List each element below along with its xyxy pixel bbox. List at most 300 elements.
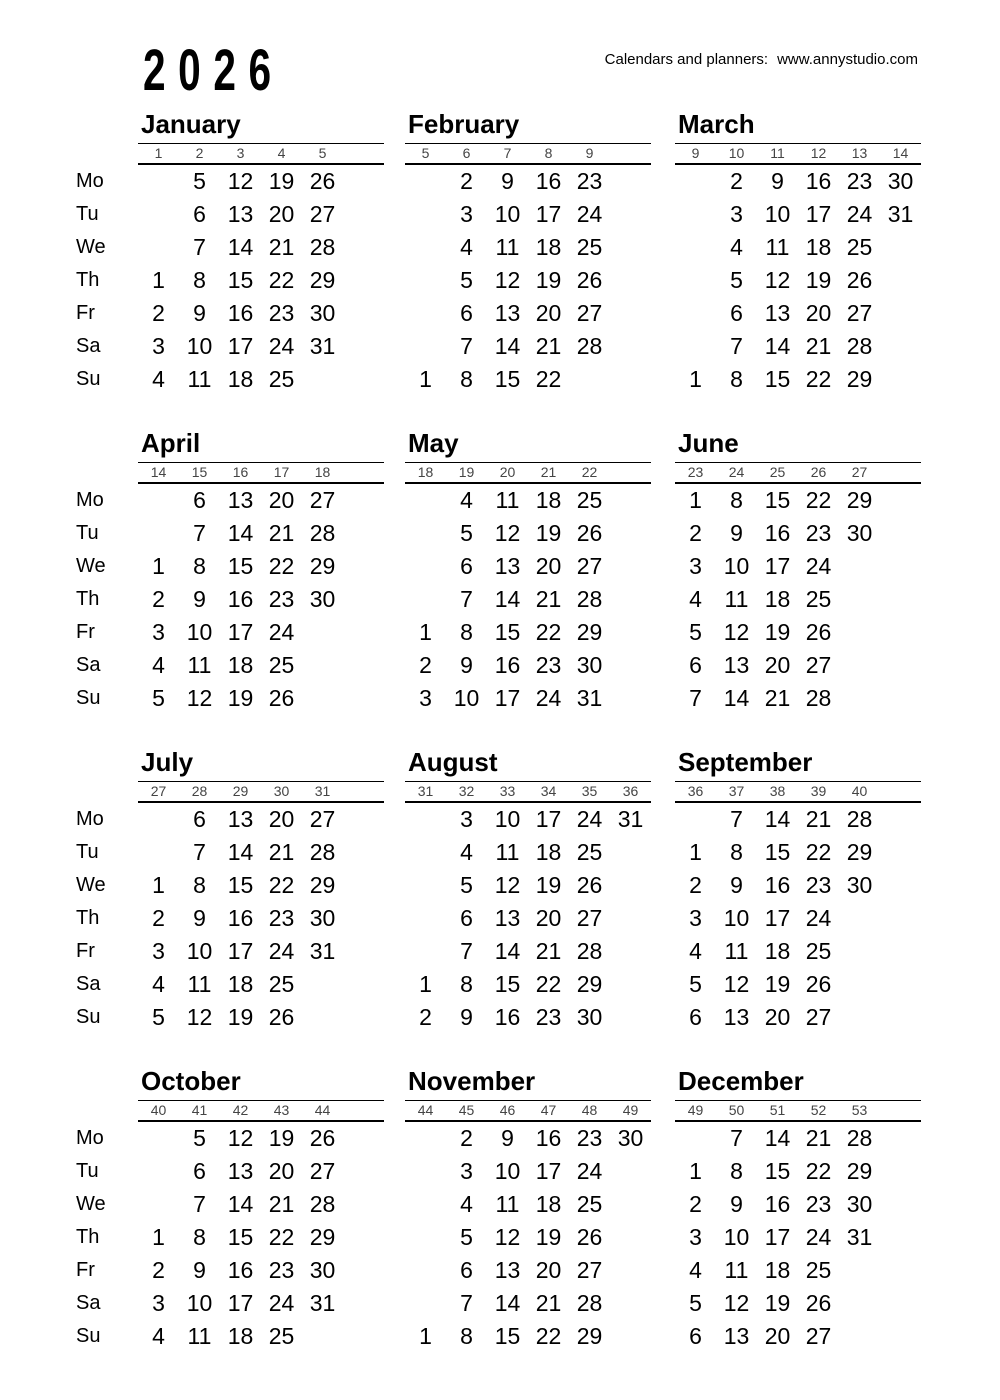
date-cell: 15: [494, 1323, 521, 1349]
date-cell: 5: [152, 1004, 165, 1030]
date-cell: 12: [764, 267, 791, 293]
date-cell: 8: [193, 872, 206, 898]
weekday-label: Sa: [76, 973, 101, 995]
date-cell: 24: [805, 1224, 832, 1250]
date-cell: [675, 1122, 716, 1155]
date-cell: 23: [535, 1004, 562, 1030]
date-cell: [343, 264, 384, 297]
date-cell: 3: [419, 685, 432, 711]
week-number: [343, 463, 384, 482]
weekday-label: Mo: [76, 489, 104, 511]
date-cell: 6: [193, 806, 206, 832]
date-cell: 16: [227, 905, 254, 931]
date-cell: 27: [309, 201, 336, 227]
date-cell: 19: [535, 1224, 562, 1250]
date-cell: 22: [805, 839, 832, 865]
month-july: [138, 748, 384, 1034]
date-cell: [610, 198, 651, 231]
date-cell: [839, 1320, 880, 1353]
date-cell: 1: [419, 971, 432, 997]
date-cell: 11: [724, 1257, 749, 1283]
date-cell: 15: [764, 839, 791, 865]
week-numbers-row: [405, 1100, 651, 1122]
date-cell: 1: [689, 487, 702, 513]
month-title: December: [678, 1066, 804, 1096]
date-cell: 15: [494, 971, 521, 997]
week-number: 31: [417, 783, 434, 799]
date-cell: 31: [309, 333, 336, 359]
date-cell: 20: [268, 1158, 295, 1184]
date-cell: 13: [494, 553, 521, 579]
date-cell: [610, 1287, 651, 1320]
date-cell: 20: [268, 487, 295, 513]
date-cell: 10: [723, 1224, 750, 1250]
date-cell: 16: [764, 1191, 791, 1217]
credit: [605, 51, 918, 68]
date-cell: 5: [193, 168, 206, 194]
date-cell: 4: [689, 1257, 702, 1283]
date-cell: 12: [494, 1224, 521, 1250]
date-cell: [138, 231, 179, 264]
date-cell: [880, 935, 921, 968]
week-numbers-row: [138, 781, 384, 803]
date-cell: 14: [764, 1125, 791, 1151]
date-cell: [675, 231, 716, 264]
date-cell: 18: [764, 586, 791, 612]
date-cell: 27: [309, 806, 336, 832]
date-cell: 10: [186, 938, 213, 964]
credit-label: Calendars and planners:: [604, 51, 769, 68]
date-cell: 8: [730, 839, 743, 865]
date-cell: 30: [846, 872, 873, 898]
date-cell: 18: [535, 487, 562, 513]
week-number: 43: [273, 1102, 290, 1118]
month-august: [405, 748, 651, 1034]
date-cell: [138, 484, 179, 517]
date-cell: [839, 1254, 880, 1287]
date-cell: [302, 649, 343, 682]
date-cell: [610, 836, 651, 869]
weekday-label: Fr: [76, 302, 95, 324]
date-cell: [138, 1155, 179, 1188]
weekday-label: Su: [76, 368, 101, 390]
date-cell: 9: [730, 1191, 743, 1217]
week-number: 26: [810, 464, 827, 480]
week-number: 2: [195, 145, 204, 161]
date-cell: 2: [460, 1125, 473, 1151]
date-cell: 4: [460, 839, 473, 865]
date-cell: 2: [460, 168, 473, 194]
dates-grid: [675, 484, 921, 715]
date-cell: 6: [460, 553, 473, 579]
date-cell: [405, 869, 446, 902]
date-cell: 23: [268, 905, 295, 931]
date-cell: 28: [846, 806, 873, 832]
dates-grid: [138, 1122, 384, 1353]
date-cell: 16: [227, 586, 254, 612]
date-cell: [343, 231, 384, 264]
date-cell: [405, 803, 446, 836]
date-cell: 7: [193, 839, 206, 865]
date-cell: 20: [535, 553, 562, 579]
month-title: October: [141, 1066, 241, 1096]
date-cell: 22: [805, 1158, 832, 1184]
date-cell: 4: [152, 366, 165, 392]
date-cell: 15: [764, 366, 791, 392]
date-cell: 1: [689, 366, 702, 392]
date-cell: [343, 517, 384, 550]
date-cell: 21: [268, 234, 295, 260]
date-cell: 28: [576, 333, 603, 359]
week-number: 16: [232, 464, 249, 480]
date-cell: [343, 803, 384, 836]
date-cell: 27: [576, 300, 603, 326]
month-title: August: [408, 747, 498, 777]
date-cell: [610, 517, 651, 550]
date-cell: [880, 968, 921, 1001]
date-cell: 31: [887, 201, 914, 227]
date-cell: [880, 1001, 921, 1034]
date-cell: 25: [846, 234, 873, 260]
date-cell: 6: [193, 1158, 206, 1184]
date-cell: 1: [689, 839, 702, 865]
weekday-label: Th: [76, 269, 100, 291]
date-cell: [675, 198, 716, 231]
date-cell: 26: [309, 168, 336, 194]
date-cell: [405, 165, 446, 198]
date-cell: [405, 198, 446, 231]
date-cell: [405, 902, 446, 935]
week-number: 15: [191, 464, 208, 480]
date-cell: 29: [309, 553, 336, 579]
week-number: 39: [810, 783, 827, 799]
date-cell: 5: [193, 1125, 206, 1151]
date-cell: [610, 264, 651, 297]
date-cell: 2: [419, 1004, 432, 1030]
date-cell: 28: [805, 685, 832, 711]
week-number: 37: [728, 783, 745, 799]
week-number: 4: [277, 145, 286, 161]
date-cell: 11: [187, 971, 212, 997]
year-title: 2026: [143, 38, 284, 103]
date-cell: [880, 869, 921, 902]
date-cell: 21: [805, 333, 832, 359]
date-cell: [405, 1122, 446, 1155]
date-cell: 13: [227, 201, 254, 227]
date-cell: 2: [730, 168, 743, 194]
date-cell: 23: [268, 1257, 295, 1283]
date-cell: 12: [186, 1004, 213, 1030]
date-cell: 4: [152, 971, 165, 997]
date-cell: 25: [576, 234, 603, 260]
date-cell: 13: [494, 300, 521, 326]
date-cell: 18: [227, 1323, 254, 1349]
week-number: 22: [581, 464, 598, 480]
date-cell: 7: [193, 520, 206, 546]
date-cell: 22: [268, 553, 295, 579]
date-cell: [343, 1254, 384, 1287]
date-cell: 27: [309, 487, 336, 513]
date-cell: 25: [576, 1191, 603, 1217]
date-cell: 24: [846, 201, 873, 227]
date-cell: [405, 297, 446, 330]
week-number: 12: [810, 145, 827, 161]
week-number: 18: [314, 464, 331, 480]
date-cell: 8: [730, 487, 743, 513]
date-cell: 13: [723, 1323, 750, 1349]
date-cell: 7: [730, 1125, 743, 1151]
date-cell: 22: [535, 971, 562, 997]
date-cell: [302, 968, 343, 1001]
date-cell: 14: [494, 938, 521, 964]
date-cell: [343, 616, 384, 649]
date-cell: 12: [227, 1125, 254, 1151]
week-number: 8: [544, 145, 553, 161]
date-cell: [405, 836, 446, 869]
date-cell: 10: [186, 333, 213, 359]
date-cell: [839, 583, 880, 616]
date-cell: 8: [460, 619, 473, 645]
date-cell: 15: [494, 619, 521, 645]
date-cell: [880, 550, 921, 583]
date-cell: 3: [152, 938, 165, 964]
date-cell: 24: [268, 333, 295, 359]
date-cell: 18: [805, 234, 832, 260]
date-cell: 27: [576, 1257, 603, 1283]
date-cell: [138, 198, 179, 231]
date-cell: [138, 1122, 179, 1155]
weekday-label: Tu: [76, 841, 99, 863]
date-cell: 10: [723, 905, 750, 931]
date-cell: [880, 1287, 921, 1320]
date-cell: [880, 330, 921, 363]
month-title: May: [408, 428, 459, 458]
weekday-label: Su: [76, 1325, 101, 1347]
date-cell: [610, 649, 651, 682]
date-cell: 8: [193, 553, 206, 579]
date-cell: [839, 1001, 880, 1034]
date-cell: 26: [309, 1125, 336, 1151]
date-cell: 3: [689, 905, 702, 931]
dates-grid: [405, 165, 651, 396]
week-number: 20: [499, 464, 516, 480]
date-cell: 2: [689, 872, 702, 898]
date-cell: 27: [805, 652, 832, 678]
weekday-label: Mo: [76, 170, 104, 192]
date-cell: [405, 517, 446, 550]
date-cell: 16: [764, 520, 791, 546]
date-cell: [880, 1188, 921, 1221]
date-cell: 14: [227, 520, 254, 546]
week-number: 23: [687, 464, 704, 480]
date-cell: 20: [764, 652, 791, 678]
date-cell: 29: [576, 619, 603, 645]
date-cell: [343, 1287, 384, 1320]
date-cell: 11: [724, 938, 749, 964]
date-cell: 30: [309, 905, 336, 931]
date-cell: 25: [268, 652, 295, 678]
date-cell: 24: [805, 905, 832, 931]
date-cell: [675, 803, 716, 836]
weekday-label: We: [76, 874, 106, 896]
date-cell: 25: [805, 1257, 832, 1283]
weekday-label: Su: [76, 687, 101, 709]
date-cell: 3: [689, 553, 702, 579]
date-cell: [610, 1001, 651, 1034]
date-cell: 4: [460, 1191, 473, 1217]
date-cell: [839, 935, 880, 968]
date-cell: 26: [805, 1290, 832, 1316]
date-cell: 5: [460, 872, 473, 898]
date-cell: 26: [268, 1004, 295, 1030]
month-january: [138, 110, 384, 396]
date-cell: 20: [535, 1257, 562, 1283]
date-cell: 13: [494, 905, 521, 931]
month-april: [138, 429, 384, 715]
date-cell: 14: [227, 234, 254, 260]
week-number: 10: [728, 145, 745, 161]
date-cell: 26: [576, 520, 603, 546]
date-cell: 13: [227, 806, 254, 832]
week-number: 9: [691, 145, 700, 161]
date-cell: 26: [576, 267, 603, 293]
date-cell: [610, 330, 651, 363]
date-cell: [405, 935, 446, 968]
month-november: [405, 1067, 651, 1353]
week-number: [880, 463, 921, 482]
date-cell: 25: [576, 839, 603, 865]
date-cell: 12: [723, 971, 750, 997]
month-june: [675, 429, 921, 715]
date-cell: 13: [764, 300, 791, 326]
credit-url-link[interactable]: www.annystudio.com: [777, 51, 918, 68]
date-cell: 8: [460, 1323, 473, 1349]
date-cell: [880, 1122, 921, 1155]
date-cell: 12: [227, 168, 254, 194]
date-cell: 29: [309, 872, 336, 898]
date-cell: 14: [494, 586, 521, 612]
week-number: 5: [318, 145, 327, 161]
date-cell: [880, 484, 921, 517]
date-cell: 18: [764, 1257, 791, 1283]
date-cell: 6: [689, 1004, 702, 1030]
date-cell: 21: [535, 586, 562, 612]
week-numbers-row: [138, 143, 384, 165]
date-cell: [880, 1254, 921, 1287]
date-cell: [405, 484, 446, 517]
date-cell: 25: [805, 586, 832, 612]
date-cell: 3: [152, 619, 165, 645]
dates-grid: [138, 484, 384, 715]
week-number: 52: [810, 1102, 827, 1118]
date-cell: 11: [187, 1323, 212, 1349]
week-number: 21: [540, 464, 557, 480]
date-cell: 10: [453, 685, 480, 711]
date-cell: [343, 165, 384, 198]
date-cell: 25: [805, 938, 832, 964]
date-cell: 27: [576, 553, 603, 579]
date-cell: [405, 1287, 446, 1320]
date-cell: 24: [576, 1158, 603, 1184]
date-cell: 7: [730, 333, 743, 359]
dates-grid: [138, 165, 384, 396]
date-cell: [405, 1254, 446, 1287]
date-cell: 22: [805, 366, 832, 392]
date-cell: 6: [193, 487, 206, 513]
date-cell: 14: [227, 1191, 254, 1217]
date-cell: [343, 297, 384, 330]
date-cell: 31: [576, 685, 603, 711]
week-number: 32: [458, 783, 475, 799]
date-cell: 10: [494, 201, 521, 227]
date-cell: 17: [494, 685, 521, 711]
weekday-label: Tu: [76, 1160, 99, 1182]
weekday-gutter: [76, 1122, 130, 1353]
date-cell: 21: [268, 839, 295, 865]
date-cell: 5: [689, 971, 702, 997]
date-cell: 2: [689, 1191, 702, 1217]
date-cell: 14: [227, 839, 254, 865]
date-cell: 6: [460, 905, 473, 931]
date-cell: 14: [764, 333, 791, 359]
date-cell: 4: [460, 234, 473, 260]
date-cell: 11: [495, 234, 520, 260]
date-cell: 22: [805, 487, 832, 513]
weekday-gutter: [76, 165, 130, 396]
date-cell: 26: [805, 971, 832, 997]
date-cell: 9: [193, 1257, 206, 1283]
date-cell: 15: [227, 1224, 254, 1250]
week-number: 25: [769, 464, 786, 480]
month-title: November: [408, 1066, 536, 1096]
date-cell: 17: [227, 938, 254, 964]
date-cell: 22: [535, 1323, 562, 1349]
month-may: [405, 429, 651, 715]
date-cell: [405, 1188, 446, 1221]
date-cell: 18: [535, 1191, 562, 1217]
date-cell: [675, 297, 716, 330]
date-cell: 8: [193, 267, 206, 293]
week-number: 42: [232, 1102, 249, 1118]
date-cell: [405, 550, 446, 583]
date-cell: 10: [723, 553, 750, 579]
date-cell: 19: [535, 520, 562, 546]
weekday-label: Sa: [76, 1292, 101, 1314]
date-cell: [839, 649, 880, 682]
week-number: 19: [458, 464, 475, 480]
date-cell: 20: [535, 905, 562, 931]
date-cell: 30: [887, 168, 914, 194]
date-cell: 20: [805, 300, 832, 326]
date-cell: [610, 583, 651, 616]
date-cell: 18: [227, 971, 254, 997]
date-cell: 7: [689, 685, 702, 711]
date-cell: 26: [576, 1224, 603, 1250]
date-cell: [610, 550, 651, 583]
date-cell: 15: [227, 267, 254, 293]
date-cell: 7: [193, 1191, 206, 1217]
date-cell: 11: [495, 839, 520, 865]
date-cell: 19: [805, 267, 832, 293]
date-cell: [610, 484, 651, 517]
date-cell: 19: [764, 1290, 791, 1316]
date-cell: 13: [227, 487, 254, 513]
week-number: 30: [273, 783, 290, 799]
weekday-label: Sa: [76, 335, 101, 357]
date-cell: 5: [689, 1290, 702, 1316]
date-cell: [880, 517, 921, 550]
date-cell: 3: [460, 201, 473, 227]
